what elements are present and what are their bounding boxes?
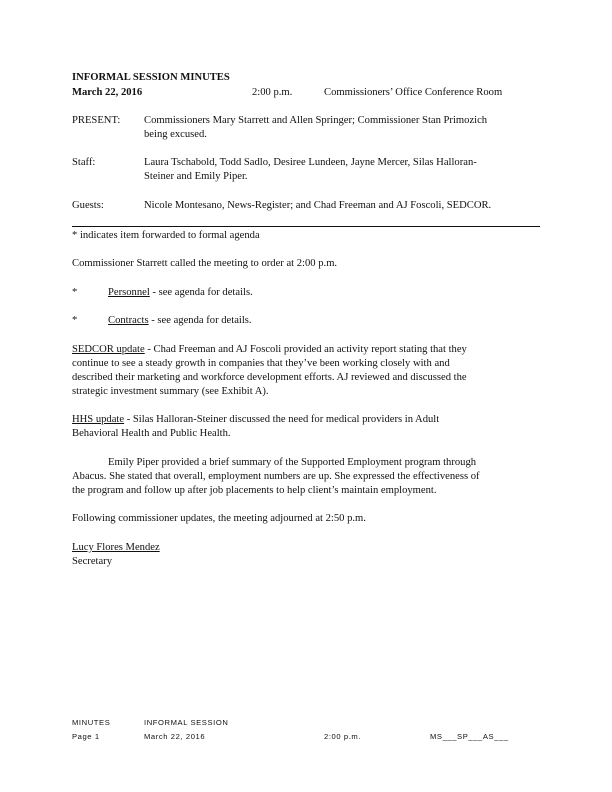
emily-line-2: Abacus. She stated that overall, employment numbers are up. She expressed the effectiveness of — [72, 471, 480, 482]
agenda-item — [108, 286, 253, 300]
staff-label: Staff: — [72, 157, 96, 168]
call-to-order: Commissioner Starrett called the meeting to order at 2:00 p.m. — [72, 258, 338, 269]
meeting-date: March 22, 2016 — [72, 87, 143, 98]
hhs-title: HHS update — [72, 414, 125, 425]
footer-page-number: Page 1 — [72, 732, 100, 741]
hhs-text: - Silas Halloran-Steiner discussed the need for medical providers in Adult — [124, 414, 440, 425]
guests-label: Guests: — [72, 200, 104, 211]
staff-line-1: Laura Tschabold, Todd Sadlo, Desiree Lundeen, Jayne Mercer, Silas Halloran- — [144, 157, 477, 168]
sedcor-text: - Chad Freeman and AJ Foscoli provided an activity report stating that they — [144, 344, 467, 355]
hhs-line-1 — [72, 413, 439, 427]
agenda-item-rest: - see agenda for details. — [149, 287, 253, 298]
forwarded-note: * indicates item forwarded to formal agenda — [72, 230, 260, 241]
present-line-1: Commissioners Mary Starrett and Allen Springer; Commissioner Stan Primozich — [144, 115, 488, 126]
present-line-2: being excused. — [144, 129, 207, 140]
agenda-item-title: Contracts — [108, 315, 149, 326]
sedcor-line-1 — [72, 343, 467, 357]
meeting-location: Commissioners’ Office Conference Room — [324, 87, 503, 98]
meeting-time: 2:00 p.m. — [252, 87, 293, 98]
emily-line-1: Emily Piper provided a brief summary of the Supported Employment program through — [108, 457, 477, 468]
header-divider — [72, 226, 540, 227]
guests-text: Nicole Montesano, News-Register; and Chad Freeman and AJ Foscoli, SEDCOR. — [144, 200, 492, 211]
present-label: PRESENT: — [72, 115, 121, 126]
agenda-item-marker: * — [72, 287, 78, 298]
staff-line-2: Steiner and Emily Piper. — [144, 171, 248, 182]
footer-date: March 22, 2016 — [144, 732, 206, 741]
secretary-name: Lucy Flores Mendez — [72, 542, 160, 553]
sedcor-line-3: described their marketing and workforce development efforts. AJ reviewed and discussed the — [72, 372, 467, 383]
agenda-item-title: Personnel — [108, 287, 150, 298]
footer-session-label: INFORMAL SESSION — [144, 718, 229, 727]
agenda-item — [108, 314, 252, 328]
sedcor-line-4: strategic investment summary (see Exhibit A). — [72, 386, 269, 397]
sedcor-line-2: continue to see a steady growth in companies that they’ve been working closely with and — [72, 358, 450, 369]
adjournment: Following commissioner updates, the meeting adjourned at 2:50 p.m. — [72, 513, 366, 524]
sedcor-title: SEDCOR update — [72, 344, 145, 355]
document-title: INFORMAL SESSION MINUTES — [72, 72, 230, 83]
agenda-item-rest: - see agenda for details. — [148, 315, 252, 326]
emily-line-3: the program and follow up after job placements to help client’s maintain employment. — [72, 485, 437, 496]
hhs-line-2: Behavioral Health and Public Health. — [72, 428, 231, 439]
footer-time: 2:00 p.m. — [324, 732, 362, 741]
agenda-item-marker: * — [72, 315, 78, 326]
footer-initials: MS___SP___AS___ — [430, 732, 509, 741]
secretary-role: Secretary — [72, 556, 112, 567]
footer-doc-label: MINUTES — [72, 718, 111, 727]
